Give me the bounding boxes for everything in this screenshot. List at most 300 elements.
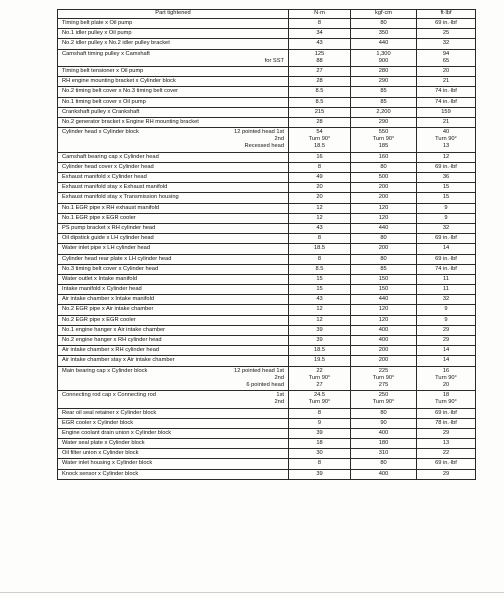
table-row [58, 244, 476, 254]
nm-value: 27 [316, 381, 323, 388]
table-row [58, 203, 476, 213]
table-row [58, 418, 476, 428]
ft-value: 14 [442, 347, 450, 354]
kgf-cell [351, 315, 417, 325]
condition-label: 2nd [274, 136, 284, 143]
header-part: Part tightened [58, 10, 289, 19]
condition-label: Recessed head [244, 143, 284, 150]
nm-value: 8 [317, 460, 322, 467]
nm-cell [289, 173, 351, 183]
part-line [60, 119, 286, 126]
header-ft: ft·lbf [417, 10, 476, 19]
nm-value: 18.5 [313, 143, 326, 150]
table-row [58, 325, 476, 335]
part-name: Water outlet x Intake manifold [62, 275, 138, 282]
kgf-value: 1,300 [376, 50, 391, 57]
table-row [58, 459, 476, 469]
nm-cell [289, 183, 351, 193]
kgf-value: 400 [378, 337, 389, 343]
part-line [60, 58, 286, 65]
nm-value: Turn 90° [308, 374, 331, 381]
nm-value: 8.5 [315, 98, 324, 105]
part-line [60, 109, 286, 116]
nm-value: 8 [317, 235, 322, 242]
nm-value: 28 [316, 118, 323, 125]
table-row [58, 223, 476, 233]
part-cell [58, 295, 289, 305]
part-line [60, 20, 286, 27]
nm-value: 12 [316, 316, 323, 323]
ft-value: 11 [443, 286, 449, 293]
kgf-cell [351, 19, 417, 29]
part-line [60, 450, 286, 457]
ft-value: 65 [442, 57, 450, 64]
ft-cell [417, 19, 476, 29]
ft-value: 29 [442, 337, 450, 343]
kgf-cell [351, 295, 417, 305]
header-nm: N·m [289, 10, 351, 19]
kgf-cell [351, 107, 417, 117]
table-row [58, 305, 476, 315]
ft-value: 69 in.·lbf [435, 20, 457, 26]
kgf-value: 225 [378, 367, 389, 374]
kgf-cell [351, 418, 417, 428]
part-line [60, 306, 286, 313]
part-name: Oil filter union x Cylinder block [62, 450, 139, 457]
table-row [58, 77, 476, 87]
part-name: Timing belt tensioner x Oil pump [62, 67, 144, 74]
nm-cell [289, 128, 351, 153]
part-cell [58, 449, 289, 459]
part-line [60, 78, 286, 85]
kgf-value: 160 [378, 153, 389, 160]
ft-cell [417, 346, 476, 356]
part-name: No.2 EGR pipe x EGR cooler [62, 316, 136, 323]
ft-value: 69 in.·lbf [435, 163, 457, 170]
ft-cell [417, 183, 476, 193]
part-line [60, 256, 286, 263]
ft-cell [417, 325, 476, 335]
kgf-value: 200 [378, 357, 389, 364]
ft-cell [417, 173, 476, 183]
ft-value: 29 [442, 470, 450, 477]
part-line [60, 347, 286, 354]
part-line [60, 184, 286, 191]
nm-value: 12 [316, 306, 323, 313]
part-name: No.2 idler pulley x No.2 idler pulley bracket [62, 40, 170, 47]
part-line [60, 194, 286, 201]
part-name: Intake manifold x Cylinder head [62, 286, 142, 293]
nm-cell [289, 439, 351, 449]
kgf-value: 550 [378, 129, 389, 136]
table-row [58, 39, 476, 49]
ft-cell [417, 29, 476, 39]
nm-cell [289, 193, 351, 203]
part-cell [58, 19, 289, 29]
part-line [60, 296, 286, 303]
kgf-cell [351, 77, 417, 87]
ft-cell [417, 274, 476, 284]
ft-value: 69 in.·lbf [435, 409, 457, 416]
ft-value: 9 [444, 316, 448, 323]
nm-cell [289, 117, 351, 127]
header-row [58, 10, 476, 19]
ft-cell [417, 459, 476, 469]
ft-cell [417, 428, 476, 438]
part-cell [58, 418, 289, 428]
ft-value: 11 [443, 275, 449, 282]
condition-label: 6 pointed head [246, 381, 284, 388]
part-name: Oil dipstick guide x LH cylinder head [62, 235, 154, 242]
nm-value: 39 [316, 429, 323, 436]
kgf-value: 400 [378, 326, 389, 333]
nm-cell [289, 97, 351, 107]
part-line [60, 266, 286, 273]
ft-value: 36 [442, 174, 450, 180]
part-line [60, 440, 286, 447]
ft-value: 74 in.·lbf [435, 88, 457, 95]
part-name: Exhaust manifold stay x Exhaust manifold [62, 184, 168, 191]
part-name: Camshaft timing pulley x Camshaft [62, 50, 150, 57]
kgf-value: 440 [378, 40, 389, 47]
part-line [60, 471, 286, 478]
kgf-value: 80 [380, 409, 387, 416]
kgf-cell [351, 183, 417, 193]
part-name: RH engine mounting bracket x Cylinder block [62, 78, 176, 85]
nm-value: 24.5 [313, 392, 326, 399]
part-name: Exhaust manifold stay x Transmission housing [62, 194, 179, 201]
nm-value: 22 [316, 367, 323, 374]
kgf-cell [351, 193, 417, 203]
part-cell [58, 391, 289, 408]
ft-cell [417, 128, 476, 153]
nm-value: 18.5 [313, 347, 326, 354]
kgf-cell [351, 305, 417, 315]
ft-value: 15 [442, 184, 450, 191]
kgf-cell [351, 49, 417, 66]
table-row [58, 295, 476, 305]
part-line [60, 399, 286, 406]
nm-value: 20 [316, 184, 323, 191]
ft-cell [417, 366, 476, 391]
kgf-cell [351, 459, 417, 469]
kgf-value: 150 [378, 275, 389, 282]
kgf-cell [351, 391, 417, 408]
part-line [60, 430, 286, 437]
table-row [58, 285, 476, 295]
nm-value: 34 [316, 30, 323, 37]
nm-cell [289, 244, 351, 254]
table-row [58, 391, 476, 408]
ft-cell [417, 391, 476, 408]
part-name: No.2 EGR pipe x Air intake chamber [62, 306, 154, 313]
kgf-cell [351, 244, 417, 254]
nm-cell [289, 391, 351, 408]
ft-cell [417, 87, 476, 97]
nm-cell [289, 366, 351, 391]
kgf-cell [351, 449, 417, 459]
nm-value: 15 [316, 286, 323, 293]
nm-cell [289, 162, 351, 172]
ft-value: 9 [444, 204, 448, 211]
kgf-value: 200 [378, 194, 389, 201]
kgf-value: 200 [378, 347, 389, 354]
part-name: No.2 engine hanger x RH cylinder head [62, 337, 162, 343]
ft-value: 15 [442, 194, 450, 201]
kgf-cell [351, 408, 417, 418]
part-line [60, 164, 286, 171]
part-name: Air intake chamber x RH cylinder head [62, 347, 160, 354]
ft-cell [417, 117, 476, 127]
part-line [60, 51, 286, 58]
nm-cell [289, 336, 351, 346]
condition-label: 2nd [274, 374, 284, 381]
part-line [60, 136, 286, 143]
part-name: Main bearing cap x Cylinder block [62, 367, 148, 374]
kgf-value: Turn 90° [372, 374, 395, 381]
table-row [58, 234, 476, 244]
part-name: No.1 EGR pipe x RH exhaust manifold [62, 204, 160, 211]
part-name: PS pump bracket x RH cylinder head [62, 224, 156, 231]
kgf-value: 900 [378, 57, 389, 64]
part-name: No.2 timing belt cover x No.3 timing belt cover [62, 88, 179, 95]
kgf-value: 200 [378, 245, 389, 252]
ft-value: 16 [442, 367, 450, 374]
ft-cell [417, 254, 476, 264]
kgf-cell [351, 29, 417, 39]
part-cell [58, 469, 289, 479]
part-name: Air intake chamber stay x Air intake chamber [62, 357, 175, 364]
ft-value: 74 in.·lbf [435, 98, 457, 105]
ft-cell [417, 193, 476, 203]
table-row [58, 87, 476, 97]
kgf-cell [351, 254, 417, 264]
kgf-cell [351, 128, 417, 153]
part-line [60, 286, 286, 293]
part-cell [58, 439, 289, 449]
part-line [60, 368, 286, 375]
ft-cell [417, 418, 476, 428]
part-name: Exhaust manifold x Cylinder head [62, 174, 147, 180]
nm-cell [289, 459, 351, 469]
part-cell [58, 97, 289, 107]
part-line [60, 460, 286, 467]
kgf-value: 120 [378, 306, 389, 313]
part-cell [58, 203, 289, 213]
nm-value: 8 [317, 409, 322, 416]
nm-value: 8 [317, 163, 322, 170]
part-line [60, 215, 286, 222]
nm-cell [289, 325, 351, 335]
part-name: Engine coolant drain union x Cylinder block [62, 429, 172, 436]
ft-value: 9 [444, 306, 448, 313]
nm-cell [289, 295, 351, 305]
part-line [60, 235, 286, 242]
part-cell [58, 428, 289, 438]
ft-cell [417, 244, 476, 254]
nm-value: 39 [316, 470, 323, 477]
part-name: Water inlet pipe x LH cylinder head [62, 245, 150, 252]
nm-value: 12 [316, 214, 323, 221]
ft-cell [417, 152, 476, 162]
nm-value: 125 [314, 50, 325, 57]
ft-cell [417, 449, 476, 459]
kgf-cell [351, 66, 417, 76]
kgf-value: 80 [380, 163, 387, 170]
nm-cell [289, 234, 351, 244]
kgf-value: 80 [380, 235, 387, 242]
part-line [60, 99, 286, 106]
table-row [58, 346, 476, 356]
nm-cell [289, 223, 351, 233]
kgf-value: 400 [378, 470, 389, 477]
nm-value: 54 [316, 129, 323, 136]
ft-cell [417, 469, 476, 479]
table-row [58, 97, 476, 107]
ft-value: 9 [444, 214, 448, 221]
nm-cell [289, 346, 351, 356]
part-name: Cylinder head cover x Cylinder head [62, 163, 154, 170]
nm-cell [289, 274, 351, 284]
table-row [58, 213, 476, 223]
kgf-value: 85 [380, 265, 387, 272]
part-name: Cylinder head rear plate x LH cylinder head [62, 255, 172, 262]
ft-value: 12 [442, 153, 450, 160]
kgf-cell [351, 234, 417, 244]
nm-cell [289, 39, 351, 49]
nm-cell [289, 408, 351, 418]
ft-value: 14 [442, 245, 450, 252]
kgf-cell [351, 203, 417, 213]
part-line [60, 327, 286, 334]
ft-cell [417, 97, 476, 107]
ft-cell [417, 285, 476, 295]
nm-value: 215 [314, 108, 325, 115]
condition-label: 12 pointed head 1st [234, 367, 284, 374]
part-cell [58, 366, 289, 391]
ft-value: 20 [442, 381, 450, 388]
part-cell [58, 152, 289, 162]
kgf-value: 440 [378, 224, 389, 231]
part-cell [58, 223, 289, 233]
condition-label: for SST [264, 57, 284, 64]
nm-cell [289, 305, 351, 315]
kgf-cell [351, 39, 417, 49]
part-cell [58, 162, 289, 172]
kgf-cell [351, 336, 417, 346]
kgf-value: 250 [378, 392, 389, 399]
ft-value: 94 [442, 50, 450, 57]
part-line [60, 205, 286, 212]
ft-value: 78 in.·lbf [435, 419, 457, 426]
kgf-cell [351, 97, 417, 107]
nm-value: 88 [316, 57, 323, 64]
kgf-value: 400 [378, 429, 389, 436]
kgf-value: 80 [380, 255, 387, 262]
kgf-value: 500 [378, 174, 389, 180]
part-line [60, 375, 286, 382]
nm-value: 27 [316, 67, 323, 74]
kgf-value: 120 [378, 316, 389, 323]
ft-value: 69 in.·lbf [435, 255, 457, 262]
kgf-value: 280 [378, 67, 389, 74]
torque-table [57, 9, 476, 480]
ft-value: 21 [442, 118, 450, 125]
ft-cell [417, 305, 476, 315]
nm-value: Turn 90° [308, 136, 331, 143]
nm-cell [289, 152, 351, 162]
part-cell [58, 39, 289, 49]
nm-value: 43 [316, 40, 323, 47]
table-row [58, 128, 476, 153]
torque-spec-sheet [57, 9, 475, 480]
ft-value: 159 [441, 108, 451, 115]
kgf-value: 290 [378, 118, 389, 125]
table-row [58, 173, 476, 183]
nm-cell [289, 107, 351, 117]
kgf-cell [351, 285, 417, 295]
part-name: No.1 timing belt cover x Oil pump [62, 98, 146, 105]
part-line [60, 129, 286, 136]
nm-value: 28 [316, 78, 323, 85]
table-row [58, 366, 476, 391]
nm-value: 20 [316, 194, 323, 201]
kgf-value: 90 [380, 419, 387, 426]
nm-value: 18.5 [313, 245, 326, 252]
part-name: Cylinder head x Cylinder block [62, 129, 139, 136]
table-row [58, 274, 476, 284]
part-line [60, 276, 286, 283]
table-row [58, 183, 476, 193]
kgf-value: 275 [378, 381, 389, 388]
nm-cell [289, 203, 351, 213]
table-row [58, 152, 476, 162]
part-cell [58, 285, 289, 295]
nm-value: 12 [316, 204, 323, 211]
ft-value: 18 [442, 392, 450, 399]
ft-cell [417, 264, 476, 274]
part-name: No.1 idler pulley x Oil pump [62, 30, 132, 37]
part-name: Knock sensor x Cylinder block [62, 470, 139, 477]
ft-cell [417, 77, 476, 87]
ft-value: 69 in.·lbf [435, 460, 457, 467]
table-row [58, 107, 476, 117]
table-row [58, 162, 476, 172]
nm-value: Turn 90° [308, 399, 331, 406]
part-line [60, 225, 286, 232]
ft-value: 40 [442, 129, 450, 136]
part-line [60, 68, 286, 75]
part-line [60, 143, 286, 150]
part-cell [58, 274, 289, 284]
part-line [60, 245, 286, 252]
part-cell [58, 459, 289, 469]
condition-label: 2nd [274, 399, 284, 406]
kgf-cell [351, 325, 417, 335]
nm-value: 8 [317, 255, 322, 262]
table-row [58, 19, 476, 29]
nm-cell [289, 19, 351, 29]
part-line [60, 30, 286, 37]
part-line [60, 410, 286, 417]
part-cell [58, 87, 289, 97]
kgf-value: 350 [378, 30, 389, 37]
condition-label: 1st [276, 392, 284, 399]
part-cell [58, 254, 289, 264]
part-name: EGR cooler x Cylinder block [62, 419, 134, 426]
nm-cell [289, 428, 351, 438]
nm-cell [289, 418, 351, 428]
